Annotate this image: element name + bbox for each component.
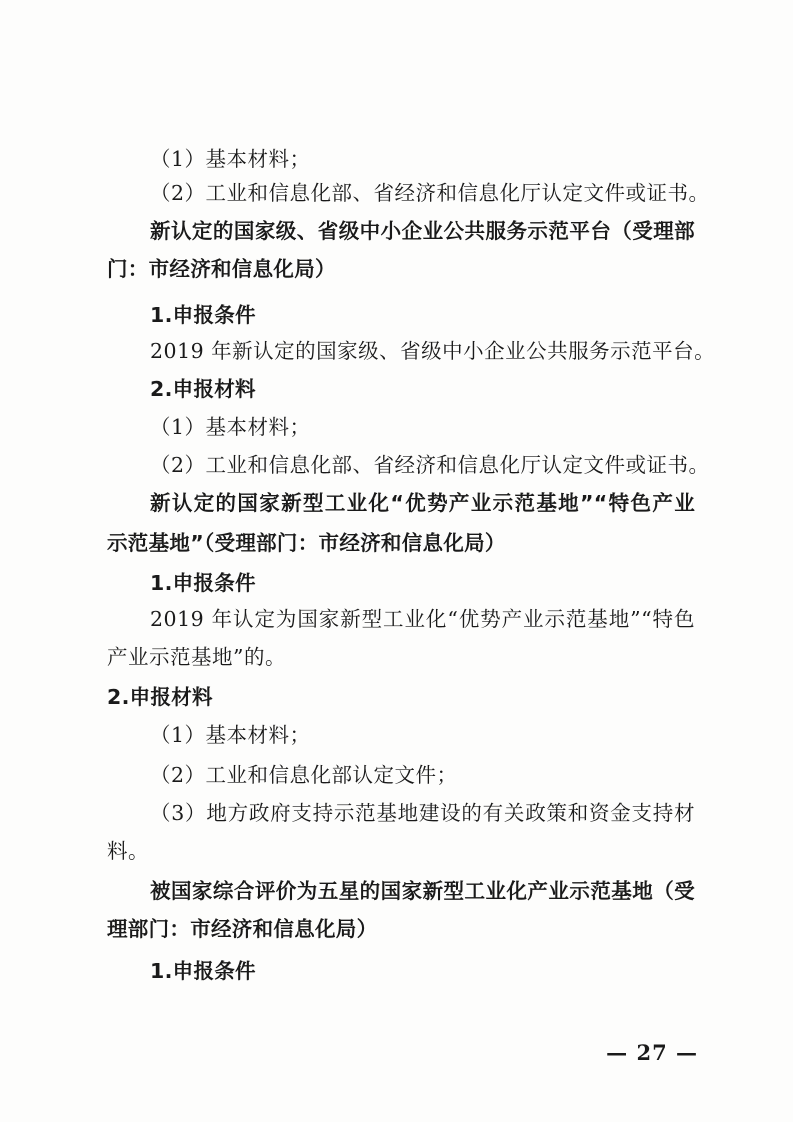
text-line-base-2019-cont: 产业示范基地”的。	[107, 645, 286, 669]
text-line-basic-materials-3: （1）基本材料；	[150, 723, 311, 747]
page-number: — 27 —	[606, 1040, 698, 1065]
text-line-local-policy: （3）地方政府支持示范基地建设的有关政策和资金支持材	[150, 801, 695, 825]
text-line-certificate-2: （2）工业和信息化部、省经济和信息化厅认定文件或证书。	[150, 453, 710, 477]
text-line-basic-materials-2: （1）基本材料；	[150, 415, 311, 439]
heading-five-star-base-cont: 理部门：市经济和信息化局）	[107, 917, 378, 941]
heading-public-service-platform: 新认定的国家级、省级中小企业公共服务示范平台（受理部	[150, 219, 695, 243]
text-line-ministry-document: （2）工业和信息化部认定文件；	[150, 763, 458, 787]
subheading-conditions-3: 1.申报条件	[150, 959, 256, 983]
text-line-basic-materials-1: （1）基本材料；	[150, 147, 311, 171]
text-line-base-2019: 2019 年认定为国家新型工业化“优势产业示范基地”“特色	[150, 607, 695, 631]
subheading-materials-1: 2.申报材料	[150, 377, 256, 401]
heading-five-star-base: 被国家综合评价为五星的国家新型工业化产业示范基地（受	[150, 879, 695, 903]
text-line-local-policy-cont: 料。	[107, 839, 149, 863]
heading-public-service-platform-cont: 门：市经济和信息化局）	[107, 257, 336, 281]
text-line-platform-2019: 2019 年新认定的国家级、省级中小企业公共服务示范平台。	[150, 339, 716, 363]
subheading-materials-2: 2.申报材料	[107, 685, 213, 709]
heading-demonstration-base-cont: 示范基地”（受理部门：市经济和信息化局）	[107, 531, 506, 555]
text-line-certificate-1: （2）工业和信息化部、省经济和信息化厅认定文件或证书。	[150, 181, 710, 205]
subheading-conditions-1: 1.申报条件	[150, 303, 256, 327]
subheading-conditions-2: 1.申报条件	[150, 571, 256, 595]
heading-demonstration-base: 新认定的国家新型工业化“优势产业示范基地”“特色产业	[150, 491, 695, 515]
